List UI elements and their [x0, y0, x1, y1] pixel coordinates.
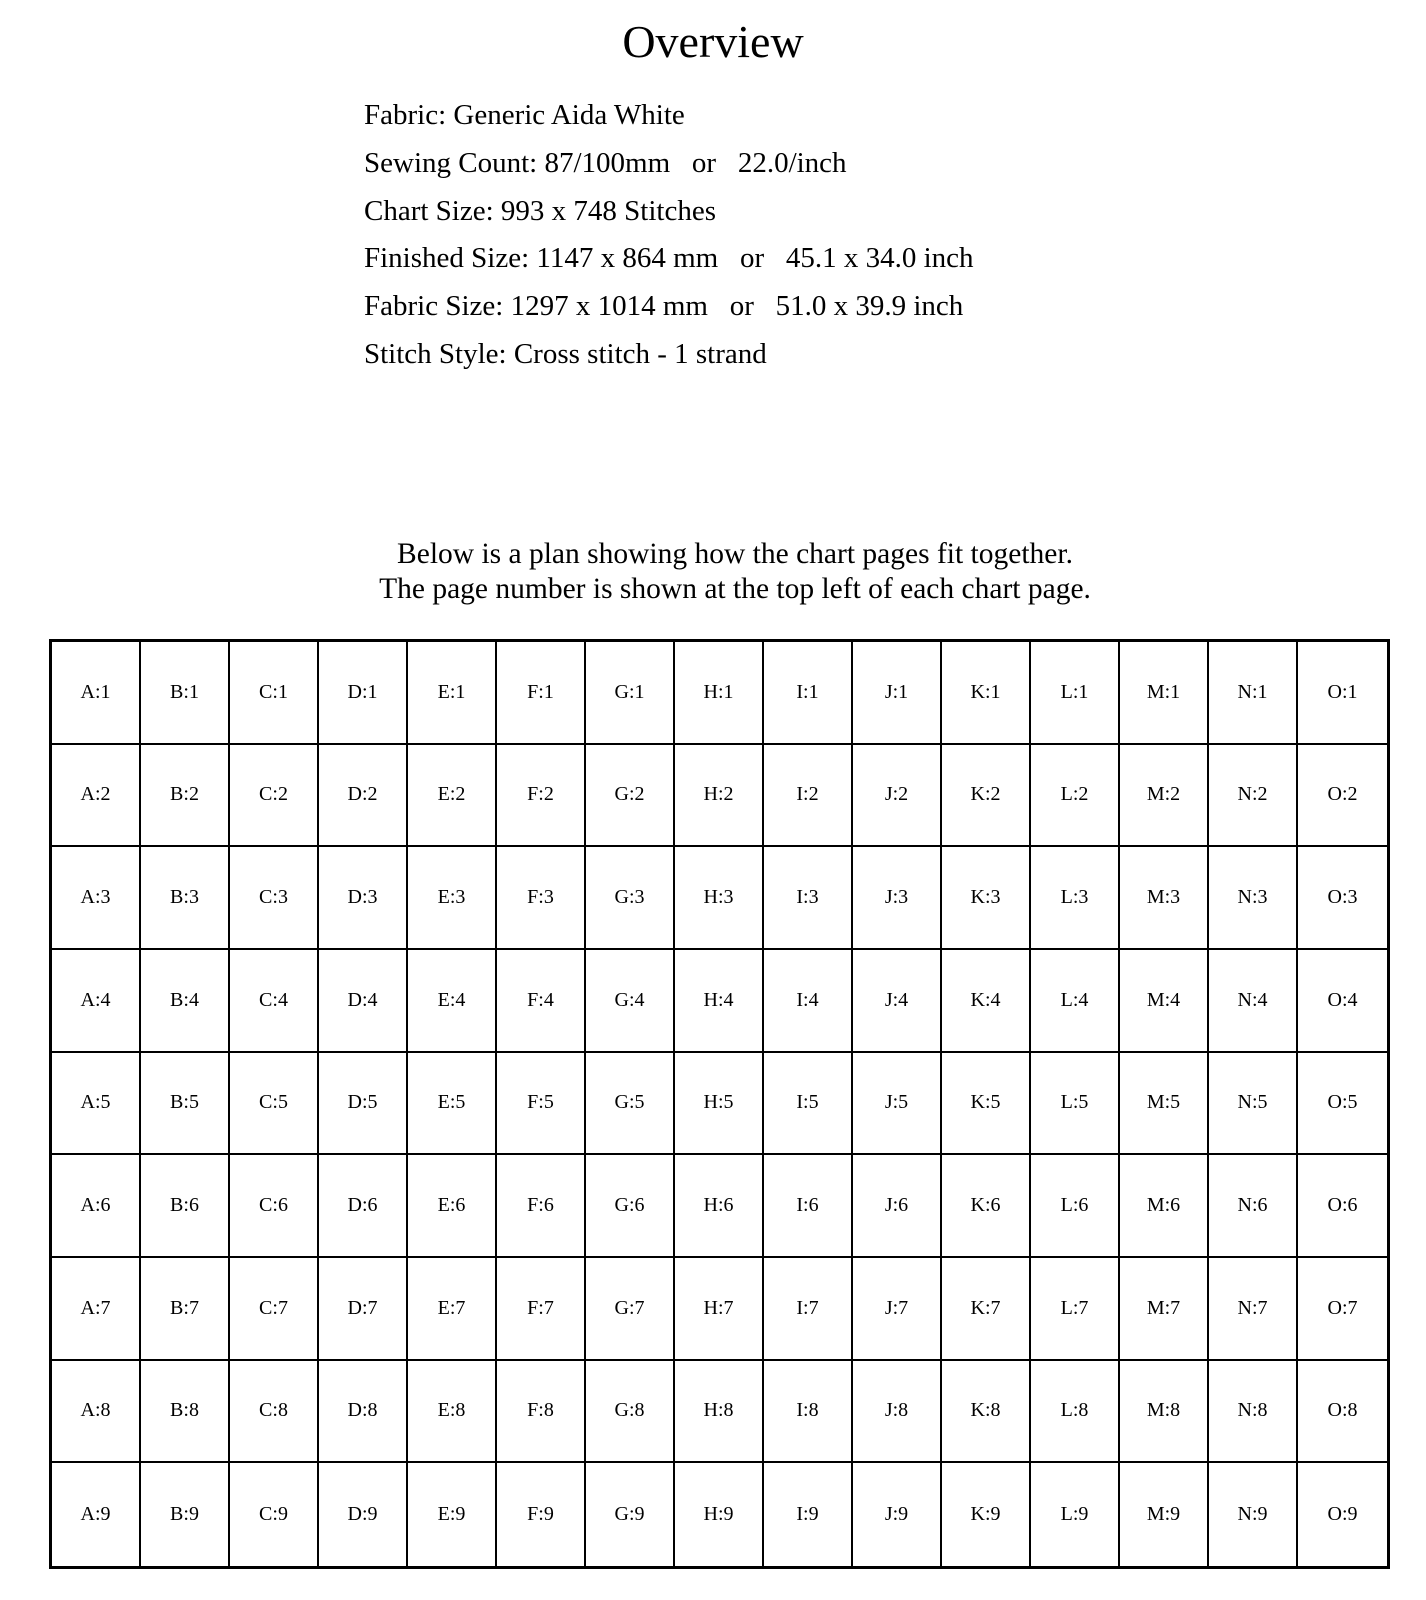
stitch-style-line	[364, 331, 974, 379]
page-cell: F:8	[497, 1361, 586, 1464]
page-cell: M:6	[1120, 1155, 1209, 1258]
page-cell: H:1	[675, 642, 764, 745]
page-cell: H:7	[675, 1258, 764, 1361]
page-cell: A:5	[52, 1053, 141, 1156]
page-cell: K:7	[942, 1258, 1031, 1361]
page-cell: B:9	[141, 1463, 230, 1566]
page-cell: I:9	[764, 1463, 853, 1566]
sewing-count-value: 87/100mm	[544, 146, 671, 179]
page-cell: G:8	[586, 1361, 675, 1464]
finished-size-or: or	[739, 242, 765, 275]
page-cell: E:2	[408, 745, 497, 848]
page-cell: O:3	[1298, 847, 1387, 950]
page-cell: J:3	[853, 847, 942, 950]
stitch-style-value: Cross stitch - 1 strand	[513, 337, 767, 370]
page-cell: I:3	[764, 847, 853, 950]
page-cell: D:7	[319, 1258, 408, 1361]
page-cell: O:7	[1298, 1258, 1387, 1361]
fabric-size-label: Fabric Size:	[364, 290, 504, 323]
page-cell: B:5	[141, 1053, 230, 1156]
page-cell: M:8	[1120, 1361, 1209, 1464]
page-cell: C:5	[230, 1053, 319, 1156]
page-cell: D:1	[319, 642, 408, 745]
page-cell: K:2	[942, 745, 1031, 848]
page-cell: N:6	[1209, 1155, 1298, 1258]
page-cell: D:9	[319, 1463, 408, 1566]
page-cell: O:6	[1298, 1155, 1387, 1258]
page-cell: H:9	[675, 1463, 764, 1566]
page-cell: M:9	[1120, 1463, 1209, 1566]
page-cell: J:4	[853, 950, 942, 1053]
page-cell: G:6	[586, 1155, 675, 1258]
page-cell: G:5	[586, 1053, 675, 1156]
page-cell: B:1	[141, 642, 230, 745]
page-cell: K:8	[942, 1361, 1031, 1464]
page-cell: G:4	[586, 950, 675, 1053]
sewing-count-alt-value: 22.0/inch	[737, 146, 847, 179]
page-cell: M:5	[1120, 1053, 1209, 1156]
page-cell: L:4	[1031, 950, 1120, 1053]
page-cell: I:6	[764, 1155, 853, 1258]
page-cell: D:3	[319, 847, 408, 950]
page-cell: L:9	[1031, 1463, 1120, 1566]
page-cell: M:1	[1120, 642, 1209, 745]
page-cell: A:7	[52, 1258, 141, 1361]
page-cell: L:2	[1031, 745, 1120, 848]
page-title: Overview	[622, 16, 804, 67]
page-cell: F:2	[497, 745, 586, 848]
page-cell: F:3	[497, 847, 586, 950]
page-cell: N:3	[1209, 847, 1298, 950]
page-cell: B:4	[141, 950, 230, 1053]
page-cell: G:3	[586, 847, 675, 950]
page-cell: G:1	[586, 642, 675, 745]
page-cell: O:9	[1327, 1503, 1358, 1526]
fabric-size-or: or	[729, 290, 754, 323]
page-cell: L:1	[1031, 642, 1120, 745]
page-plan-grid	[49, 639, 1390, 1569]
fabric-value: Generic Aida White	[453, 99, 685, 131]
page-cell: A:1	[52, 642, 141, 745]
page-cell: J:2	[853, 745, 942, 848]
finished-size-line	[364, 235, 974, 283]
page-cell: L:8	[1031, 1361, 1120, 1464]
page-cell: O:4	[1298, 950, 1387, 1053]
page-cell: D:5	[319, 1053, 408, 1156]
finished-size-label: Finished Size:	[364, 242, 530, 275]
page-cell: N:1	[1209, 642, 1298, 745]
page-cell: F:5	[497, 1053, 586, 1156]
page-cell: H:4	[675, 950, 764, 1053]
page-cell: E:7	[408, 1258, 497, 1361]
pattern-info	[364, 92, 974, 379]
page-cell: A:4	[52, 950, 141, 1053]
page-cell: I:1	[764, 642, 853, 745]
page-cell: F:1	[497, 642, 586, 745]
plan-note	[0, 537, 1426, 607]
page-cell: N:2	[1209, 745, 1298, 848]
page-cell: M:2	[1120, 745, 1209, 848]
page-cell: J:8	[853, 1361, 942, 1464]
page-cell: I:2	[764, 745, 853, 848]
page-cell: E:5	[408, 1053, 497, 1156]
chart-size-value: 993 x 748 Stitches	[500, 194, 717, 227]
plan-note-line-1: Below is a plan showing how the chart pages fit together.	[397, 538, 1073, 570]
page-cell: C:1	[230, 642, 319, 745]
page-cell: G:7	[586, 1258, 675, 1361]
page-cell: F:7	[497, 1258, 586, 1361]
sewing-count-or: or	[691, 146, 717, 179]
page-cell: D:4	[319, 950, 408, 1053]
page-cell: L:3	[1031, 847, 1120, 950]
page-cell: C:7	[230, 1258, 319, 1361]
fabric-size-line	[364, 283, 974, 331]
page-cell: D:6	[319, 1155, 408, 1258]
page-cell: J:7	[853, 1258, 942, 1361]
fabric-label: Fabric:	[364, 99, 447, 131]
page-cell: M:7	[1120, 1258, 1209, 1361]
page-cell: A:9	[52, 1463, 141, 1566]
page-cell: I:4	[764, 950, 853, 1053]
finished-size-alt-value: 45.1 x 34.0 inch	[785, 242, 974, 275]
page-cell: C:2	[230, 745, 319, 848]
page-cell: L:5	[1031, 1053, 1120, 1156]
page-cell: B:8	[141, 1361, 230, 1464]
page-cell: N:9	[1209, 1463, 1298, 1566]
page-cell: O:8	[1298, 1361, 1387, 1464]
page-cell: K:3	[942, 847, 1031, 950]
chart-size-label: Chart Size:	[364, 194, 494, 227]
page-cell: O:5	[1298, 1053, 1387, 1156]
page-cell: A:6	[52, 1155, 141, 1258]
page-cell: J:5	[853, 1053, 942, 1156]
sewing-count-label: Sewing Count:	[364, 146, 538, 179]
finished-size-value: 1147 x 864 mm	[536, 242, 719, 275]
page-cell: K:1	[942, 642, 1031, 745]
fabric-size-value: 1297 x 1014 mm	[510, 290, 708, 323]
page-cell: H:6	[675, 1155, 764, 1258]
page-cell: F:4	[497, 950, 586, 1053]
page-cell: N:5	[1209, 1053, 1298, 1156]
page-cell: H:2	[675, 745, 764, 848]
stitch-style-label: Stitch Style:	[364, 337, 507, 370]
page-cell: H:5	[675, 1053, 764, 1156]
plan-note-line-2: The page number is shown at the top left of each chart page.	[379, 573, 1091, 605]
page-cell: H:3	[675, 847, 764, 950]
page-cell: E:1	[408, 642, 497, 745]
page-cell: O:1	[1298, 642, 1387, 745]
fabric-size-alt-value: 51.0 x 39.9 inch	[775, 290, 964, 323]
page-cell: L:7	[1031, 1258, 1120, 1361]
page-cell: E:8	[408, 1361, 497, 1464]
page-cell: N:7	[1209, 1258, 1298, 1361]
page-cell: K:6	[942, 1155, 1031, 1258]
page-cell: A:8	[52, 1361, 141, 1464]
page-cell: B:6	[141, 1155, 230, 1258]
page-cell: C:4	[230, 950, 319, 1053]
page-cell: I:7	[764, 1258, 853, 1361]
page-cell: I:8	[764, 1361, 853, 1464]
page-cell: C:8	[230, 1361, 319, 1464]
page-cell: F:9	[497, 1463, 586, 1566]
page-cell: M:4	[1120, 950, 1209, 1053]
page-cell: B:7	[141, 1258, 230, 1361]
page-cell: J:9	[853, 1463, 942, 1566]
page-cell: I:5	[764, 1053, 853, 1156]
page-cell: C:6	[230, 1155, 319, 1258]
page-cell: F:6	[497, 1155, 586, 1258]
fabric-line	[364, 92, 974, 140]
sewing-count-line	[364, 140, 974, 188]
page-cell: A:2	[52, 745, 141, 848]
page-cell: K:4	[942, 950, 1031, 1053]
page-cell: A:3	[52, 847, 141, 950]
page-cell: G:9	[586, 1463, 675, 1566]
page-cell: O:2	[1298, 745, 1387, 848]
page-cell: K:9	[942, 1463, 1031, 1566]
chart-size-line	[364, 188, 974, 236]
page-cell: B:2	[141, 745, 230, 848]
page-cell: N:4	[1209, 950, 1298, 1053]
page-cell: D:2	[319, 745, 408, 848]
page-cell: H:8	[675, 1361, 764, 1464]
page-cell: C:9	[230, 1463, 319, 1566]
page-cell: M:3	[1120, 847, 1209, 950]
page-cell: E:3	[408, 847, 497, 950]
page-cell: D:8	[319, 1361, 408, 1464]
page-cell: C:3	[230, 847, 319, 950]
page-cell: E:9	[408, 1463, 497, 1566]
page-cell: J:1	[853, 642, 942, 745]
page-cell: B:3	[141, 847, 230, 950]
page-cell: N:8	[1209, 1361, 1298, 1464]
page-cell: J:6	[853, 1155, 942, 1258]
page-cell: K:5	[942, 1053, 1031, 1156]
page-cell: E:4	[408, 950, 497, 1053]
page-cell: E:6	[408, 1155, 497, 1258]
page-cell: L:6	[1031, 1155, 1120, 1258]
page-cell: G:2	[586, 745, 675, 848]
